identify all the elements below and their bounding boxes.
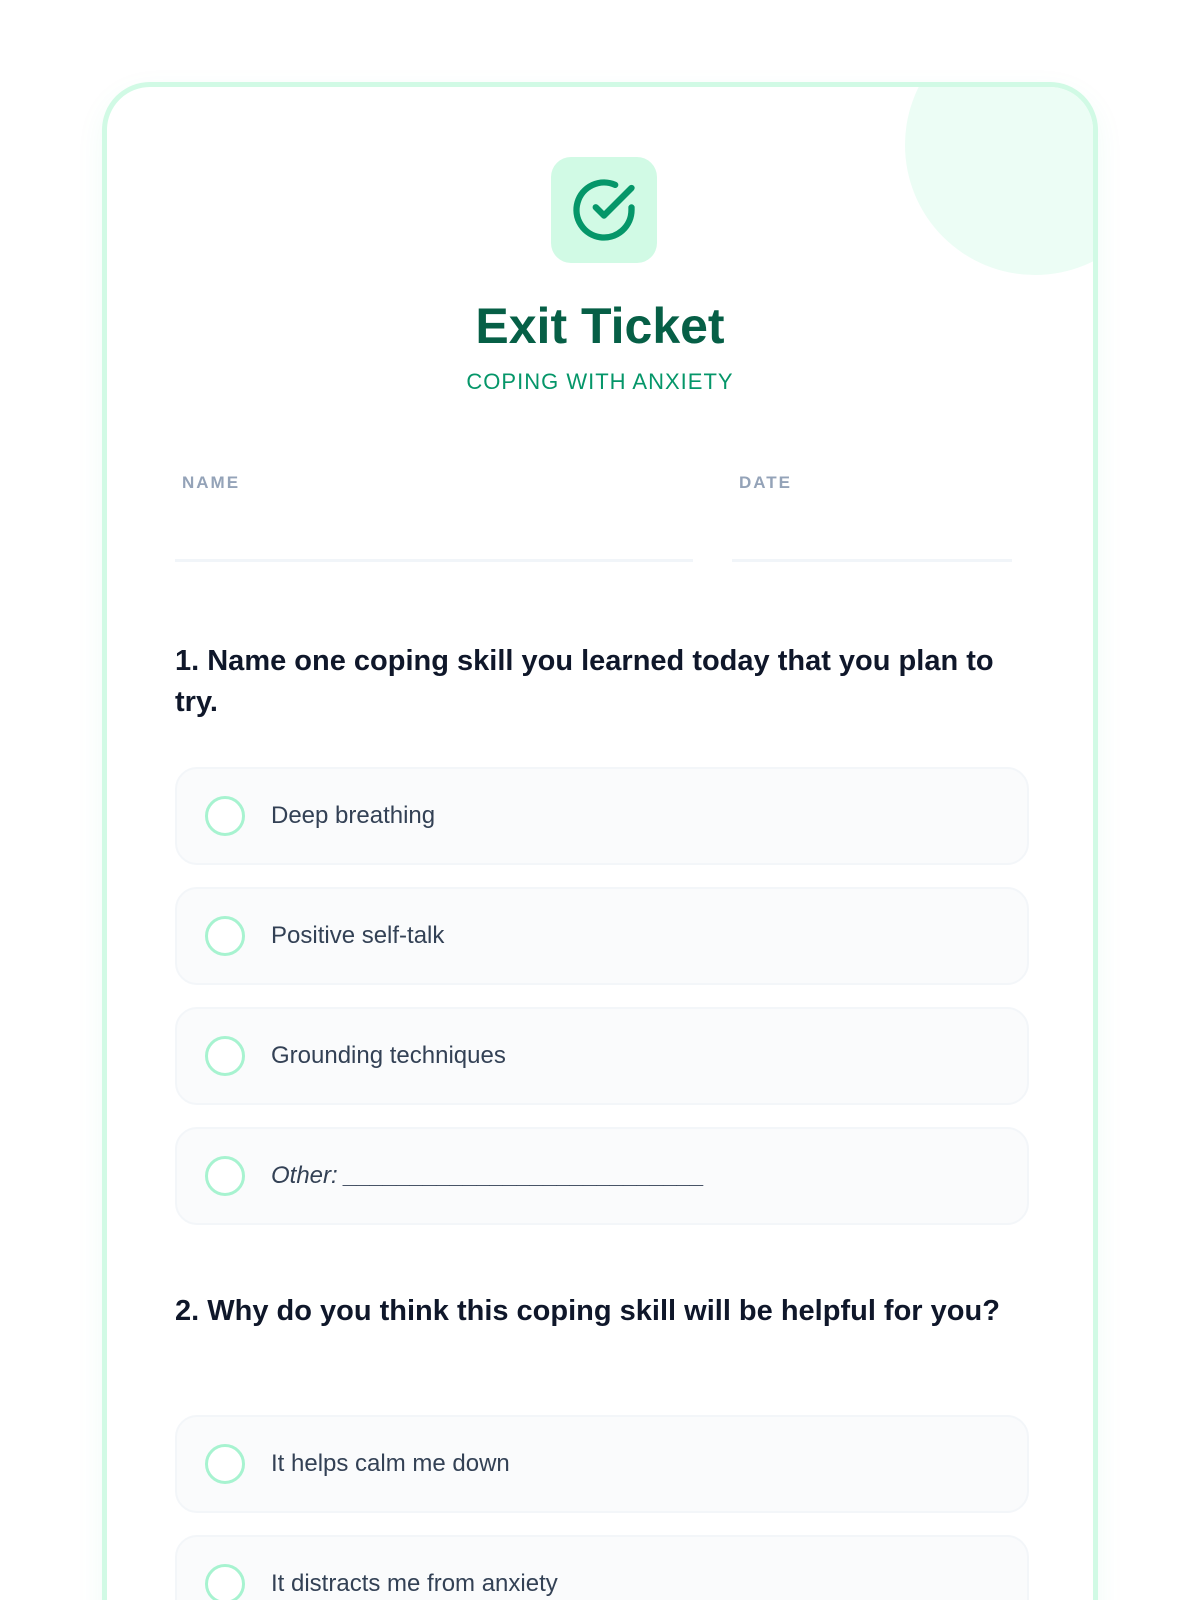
decorative-circle [905, 82, 1098, 275]
option-positive-self-talk[interactable] [175, 887, 1029, 985]
exit-ticket-card [102, 82, 1098, 1600]
option-label: It helps calm me down [271, 1450, 510, 1477]
name-field[interactable] [175, 559, 693, 562]
name-label: NAME [182, 473, 241, 492]
radio-button[interactable] [205, 1036, 245, 1076]
logo-badge [551, 157, 657, 263]
page-title: Exit Ticket [475, 298, 725, 354]
option-label: Other: ___________________________ [271, 1162, 705, 1189]
option-label: It distracts me from anxiety [271, 1570, 558, 1597]
option-grounding-techniques[interactable] [175, 1007, 1029, 1105]
radio-button[interactable] [205, 796, 245, 836]
option-other[interactable] [175, 1127, 1029, 1225]
option-label: Positive self-talk [271, 922, 445, 949]
radio-button[interactable] [205, 1444, 245, 1484]
radio-button[interactable] [205, 1156, 245, 1196]
question-2: 2. Why do you think this coping skill will be helpful for you? [175, 1295, 1000, 1327]
option-deep-breathing[interactable] [175, 767, 1029, 865]
option-label: Deep breathing [271, 802, 436, 829]
radio-button[interactable] [205, 1564, 245, 1600]
page-subtitle: COPING WITH ANXIETY [466, 369, 734, 394]
option-label: Grounding techniques [271, 1042, 506, 1069]
date-label: DATE [739, 473, 793, 492]
date-field[interactable] [732, 559, 1012, 562]
option-calms-me-down[interactable] [175, 1415, 1029, 1513]
question-1: 1. Name one coping skill you learned today that you plan to try. [175, 645, 994, 718]
option-distracts-me[interactable] [175, 1535, 1029, 1600]
check-circle-icon [571, 177, 637, 243]
radio-button[interactable] [205, 916, 245, 956]
